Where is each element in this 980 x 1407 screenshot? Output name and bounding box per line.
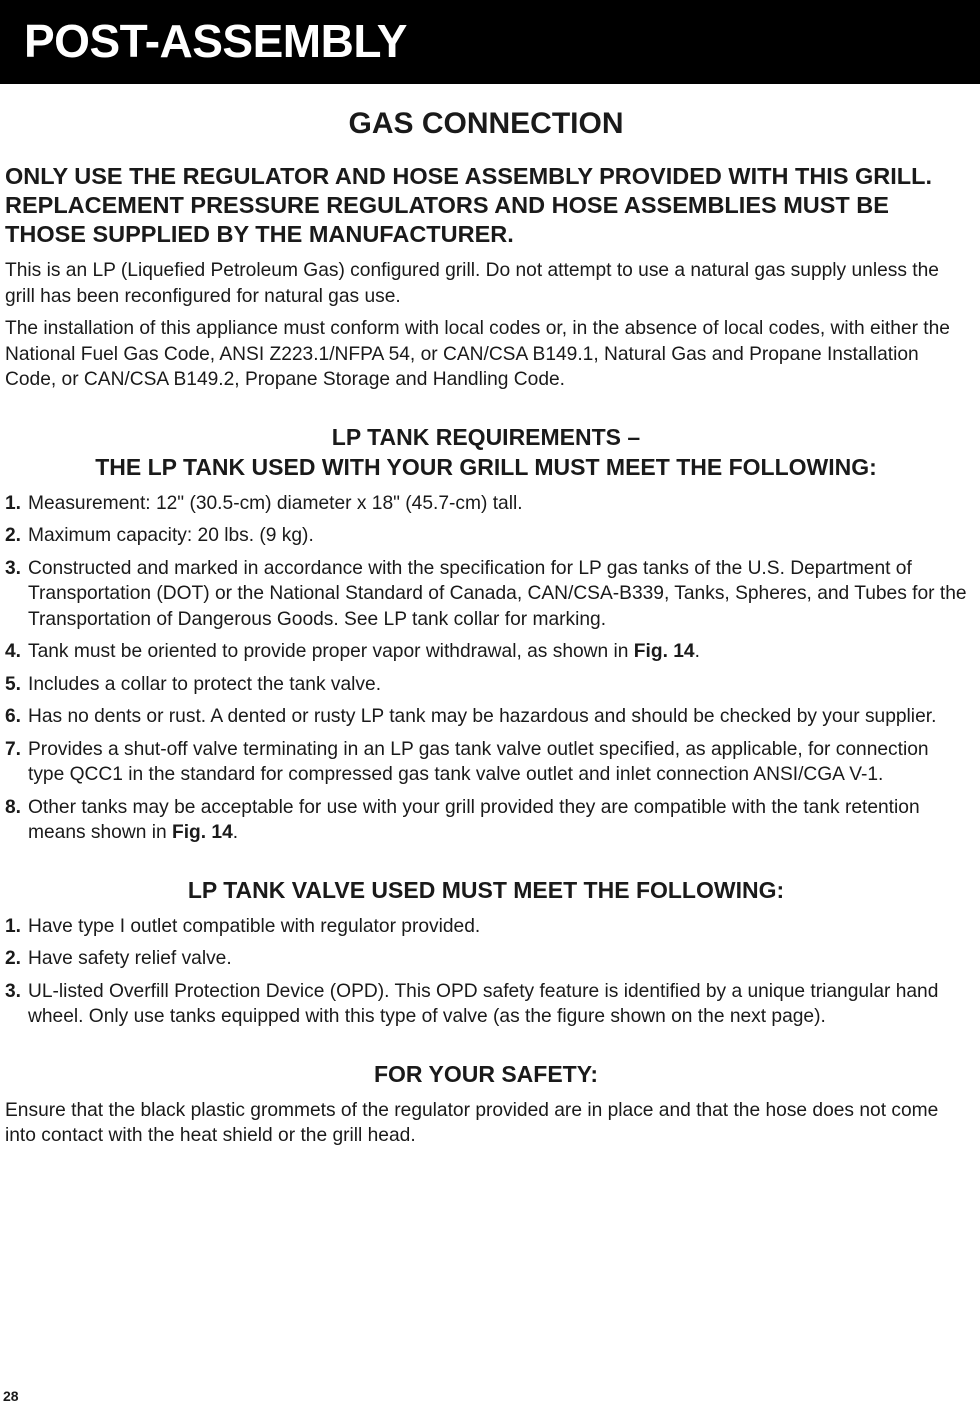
- valve-requirements-heading: LP TANK VALVE USED MUST MEET THE FOLLOWING:: [187, 876, 785, 903]
- item-text: Constructed and marked in accordance with the specification for LP gas tanks of the U.S. Department of Transportation (DOT) or the National Standard of Canada, CAN/CSA-B339, Tanks, Spheres, and Tubes for the Transportation of Dangerous Goods. See LP tank collar for marking.: [28, 557, 967, 630]
- item-number: 7.: [5, 738, 22, 760]
- list-item: [5, 639, 967, 665]
- item-number: 1.: [5, 915, 22, 937]
- item-text: Maximum capacity: 20 lbs. (9 kg).: [28, 525, 314, 546]
- tank-requirements-heading-line1: LP TANK REQUIREMENTS –: [331, 423, 641, 450]
- list-item: [5, 737, 967, 788]
- safety-heading: FOR YOUR SAFETY:: [373, 1060, 599, 1087]
- tank-requirements-heading-line2: THE LP TANK USED WITH YOUR GRILL MUST MEET THE FOLLOWING:: [95, 453, 877, 480]
- item-text-end: .: [232, 822, 239, 843]
- list-item: [5, 979, 967, 1030]
- page-header-title: POST-ASSEMBLY: [24, 15, 407, 67]
- list-item: [5, 795, 967, 846]
- item-number: 4.: [5, 641, 22, 662]
- figure-reference: Fig. 14: [171, 822, 233, 843]
- item-text: Has no dents or rust. A dented or rusty LP tank may be hazardous and should be checked by your supplier.: [28, 706, 937, 727]
- list-item: [5, 556, 967, 633]
- section-title: GAS CONNECTION: [348, 107, 624, 140]
- item-text: Measurement: 12" (30.5-cm) diameter x 18" (45.7-cm) tall.: [28, 492, 523, 514]
- list-item: [5, 672, 967, 698]
- item-number: 5.: [5, 673, 22, 695]
- item-text: Other tanks may be acceptable for use with your grill provided they are compatible with the tank retention means shown in: [28, 796, 920, 843]
- main-content: [5, 104, 967, 1156]
- item-text: Includes a collar to protect the tank valve.: [28, 673, 382, 695]
- item-number: 3.: [5, 557, 22, 579]
- warning-text: ONLY USE THE REGULATOR AND HOSE ASSEMBLY PROVIDED WITH THIS GRILL. REPLACEMENT PRESSURE REGULATORS AND HOSE ASSEMBLIES MUST BE THOSE SUPPLIED BY THE MANUFACTURER.: [5, 163, 933, 247]
- tank-requirements-heading: [5, 422, 967, 482]
- item-number: 2.: [5, 948, 22, 969]
- item-number: 8.: [5, 796, 22, 818]
- item-text: UL-listed Overfill Protection Device (OPD). This OPD safety feature is identified by a unique triangular hand wheel. Only use tanks equipped with this type of valve (as the figure shown on the next page).: [28, 980, 939, 1027]
- intro-paragraph: This is an LP (Liquefied Petroleum Gas) configured grill. Do not attempt to use a natural gas supply unless the grill has been reconfigured for natural gas use.: [5, 260, 939, 307]
- intro-paragraph: The installation of this appliance must conform with local codes or, in the absence of local codes, with either the National Fuel Gas Code, ANSI Z223.1/NFPA 54, or CAN/CSA B149.1, Natural Gas and Propane Installation Code, or CAN/CSA B149.2, Propane Storage and Handling Code.: [5, 318, 950, 390]
- list-item: [5, 914, 967, 940]
- list-item: [5, 946, 967, 972]
- header-banner: [0, 0, 980, 84]
- item-number: 3.: [5, 980, 22, 1002]
- item-number: 2.: [5, 525, 22, 546]
- item-number: 6.: [5, 706, 22, 727]
- item-text-end: .: [694, 641, 700, 662]
- item-text: Provides a shut-off valve terminating in an LP gas tank valve outlet specified, as applicable, for connection type QCC1 in the standard for compressed gas tank valve outlet and inlet connection ANSI/CGA V-1.: [28, 738, 929, 785]
- list-item: [5, 523, 967, 549]
- item-text: Have type I outlet compatible with regulator provided.: [28, 915, 481, 937]
- list-item: [5, 704, 967, 730]
- item-number: 1.: [5, 492, 22, 514]
- page-number: 28: [3, 1388, 19, 1404]
- list-item: [5, 491, 967, 517]
- figure-reference: Fig. 14: [633, 641, 695, 662]
- valve-requirements-list: [5, 914, 967, 1030]
- tank-requirements-list: [5, 491, 967, 846]
- item-text: Tank must be oriented to provide proper vapor withdrawal, as shown in: [28, 641, 634, 662]
- safety-paragraph: Ensure that the black plastic grommets of the regulator provided are in place and that the hose does not come into contact with the heat shield or the grill head.: [5, 1099, 939, 1146]
- item-text: Have safety relief valve.: [28, 948, 232, 969]
